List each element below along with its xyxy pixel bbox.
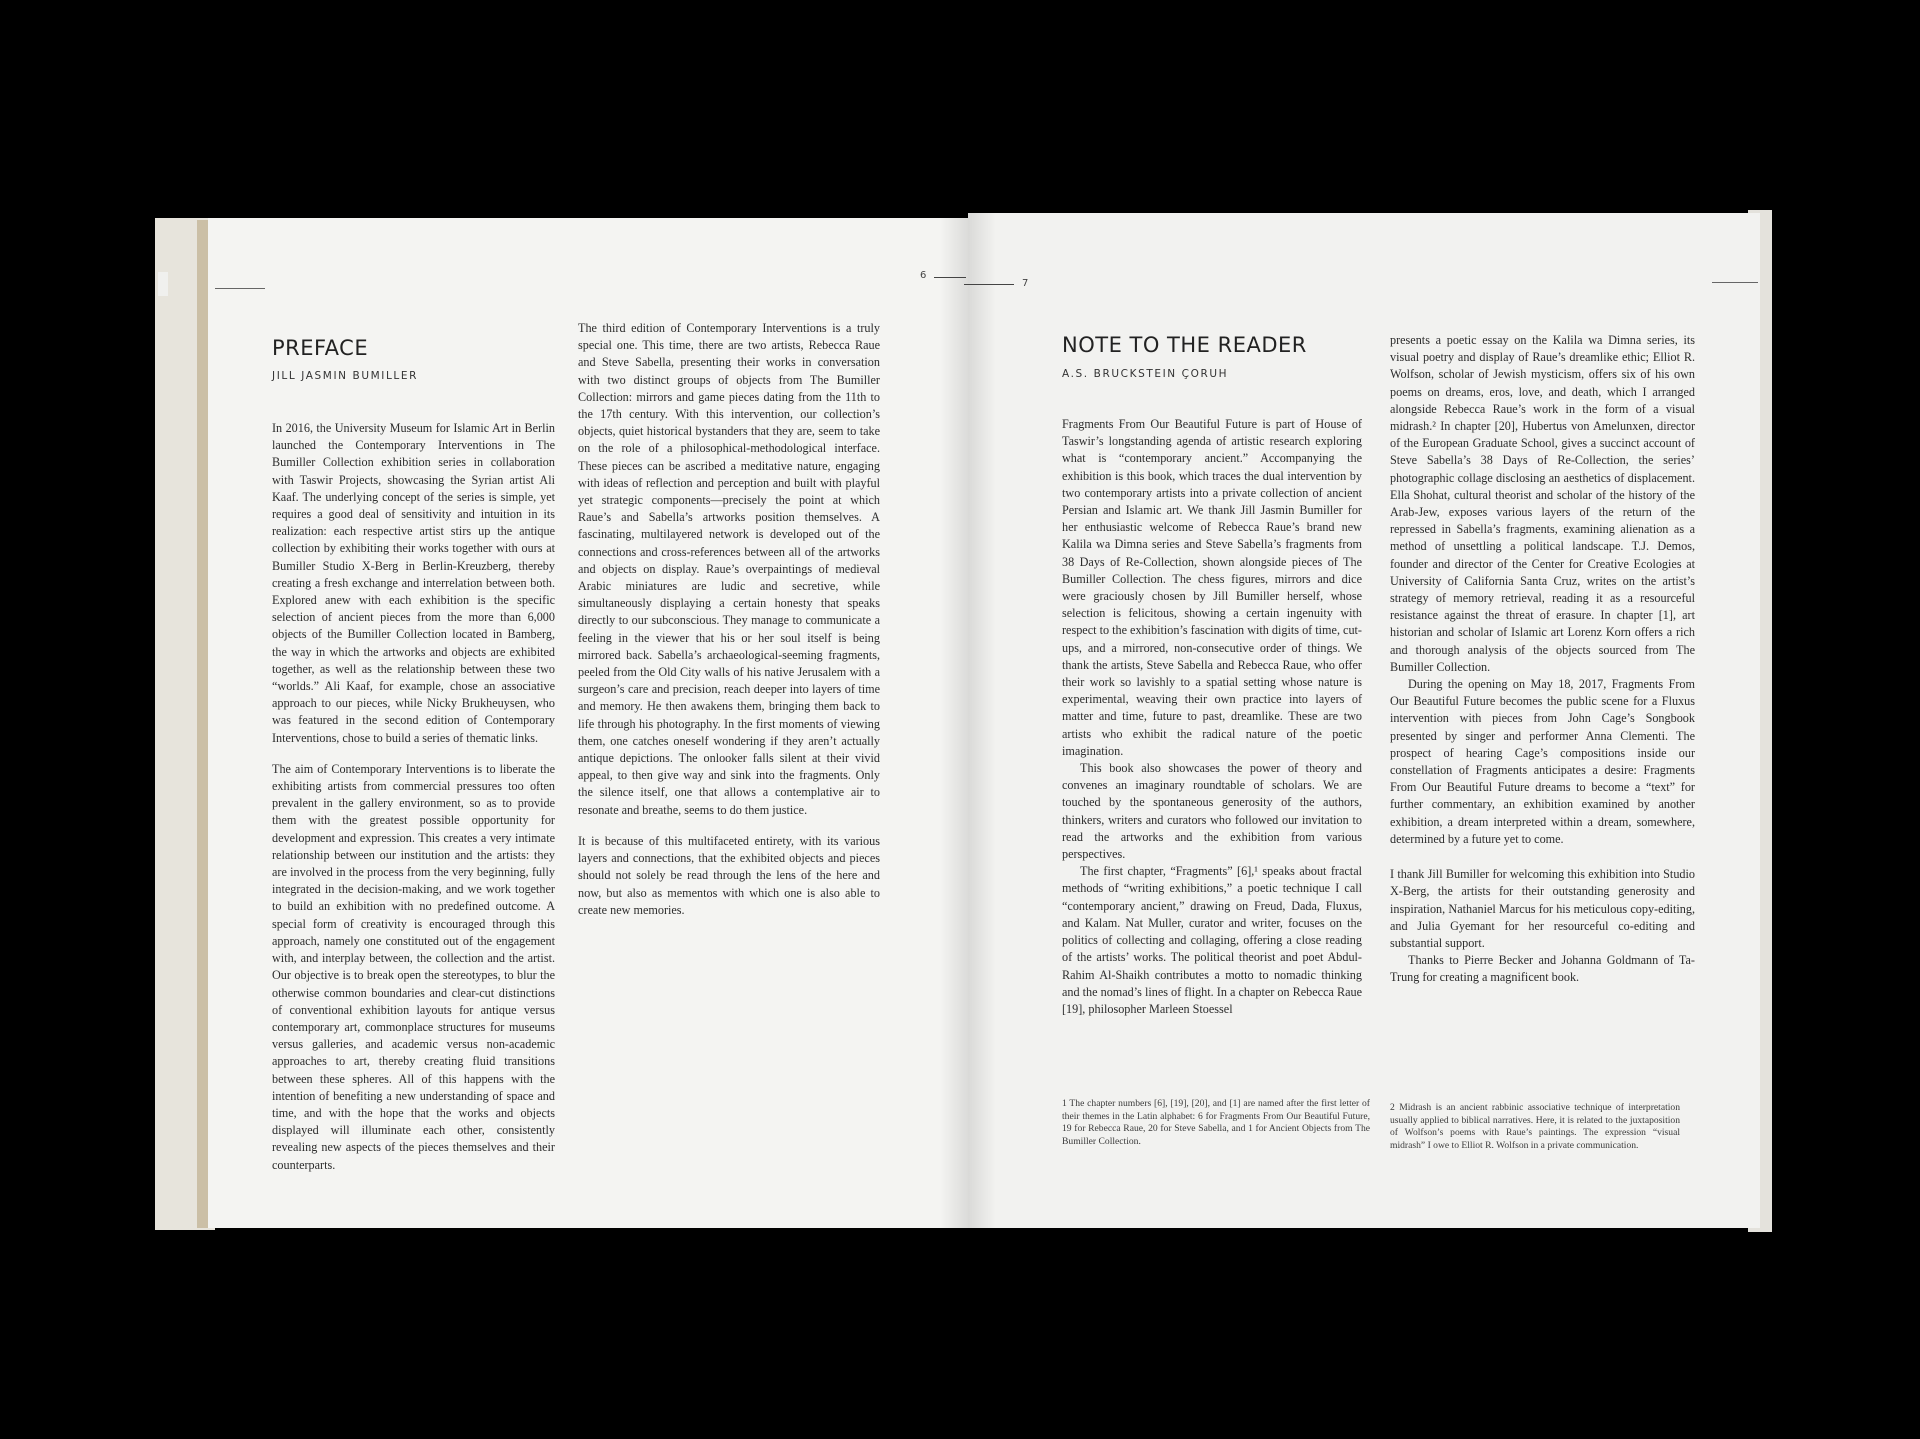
preface-paragraph-2: The aim of Contemporary Interventions is to liberate the exhibiting artists from commercial pressures too often prevalent in the gallery environment, so as to provide them with the greatest possible opportunity for development and expression. This creates a very intimate relationship between our institution and the artists: they are involved in the process from the very beginning, fully integrated in the decision-making, and we work together to build an exhibition with no predefined outcome. A special form of creativity is encouraged through this approach, namely one constituted out of the engagement with, and interplay between, the collection and the artist. Our objective is to break open the stereotypes, to blur the otherwise common boundaries and clear-cut distinctions of conventional exhibition layouts for antique versus contemporary art, commonplace structures for museums versus galleries, and academic versus non-academic approaches to art, thereby creating fluid transitions between these spheres. All of this happens with the intention of benefiting a new understanding of space and time, and with the hope that the works and objects displayed will illuminate each other, consistently revealing new aspects of the pieces themselves and their counterparts. [272,761,555,1172]
note-heading: NOTE TO THE READER [1062,333,1307,357]
preface-paragraph-4: It is because of this multifaceted entirety, with its various layers and connections, that the exhibited objects and pieces should not solely be read through the lens of the here and now, but also as mementos with which one is also able to create new memories. [578,833,880,917]
note-paragraph-4: presents a poetic essay on the Kalila wa Dimna series, its visual poetry and display of Raue’s dreamlike ethic; Elliot R. Wolfson, scholar of Jewish mysticism, offers six of his own poems on dreams, eros, love, and death, which I arranged alongside Rebecca Raue’s work in the form of a visual midrash.² In chapter [20], Hubertus von Amelunxen, director of the European Graduate School, gives a succinct account of Steve Sabella’s 38 Days of Re-Collection, the series’ photographic collage disclosing an aesthetics of displacement. Ella Shohat, cultural theorist and scholar of the history of the Arab-Jew, exposes various layers of the return of the repressed in Sabella’s fragments, examining alienation as a method of unsettling a political landscape. T.J. Demos, founder and director of the Center for Creative Ecologies at University of California Santa Cruz, writes on the artist’s strategy of memory retrieval, reading it as a resourceful resistance against the threat of erasure. In chapter [1], art historian and scholar of Islamic art Lorenz Korn offers a rich and thorough analysis of the objects sourced from The Bumiller Collection. [1390,333,1695,674]
folio-rule-left [934,277,966,278]
note-column-2 [1390,332,1695,987]
left-edge-marker [215,288,265,289]
preface-author: JILL JASMIN BUMILLER [272,370,419,382]
page-number-left: 6 [920,270,927,281]
note-paragraph-7: Thanks to Pierre Becker and Johanna Goldmann of Ta-Trung for creating a magnificent book. [1390,953,1695,985]
note-author: A.S. BRUCKSTEIN ÇORUH [1062,368,1229,380]
footnote-1: 1 The chapter numbers [6], [19], [20], and [1] are named after the first letter of their themes in the Latin alphabet: 6 for Fragments From Our Beautiful Future, 19 for Rebecca Raue, 20 for Steve Sabella, and 1 for Ancient Objects from The Bumiller Collection. [1062,1098,1370,1147]
note-column-1 [1062,416,1362,1018]
note-paragraph-2: This book also showcases the power of theory and convenes an imaginary roundtable of scholars. We are touched by the spontaneous generosity of the authors, thinkers, writers and curators who followed our invitation to read the artworks and the exhibition from various perspectives. [1062,761,1362,862]
note-paragraph-1: Fragments From Our Beautiful Future is part of House of Taswir’s longstanding agenda of artistic research exploring what is “contemporary ancient.” Accompanying the exhibition is this book, which traces the dual intervention by two contemporary artists into a private collection of ancient Persian and Islamic art. We thank Jill Jasmin Bumiller for her enthusiastic welcome of Rebecca Raue’s brand new Kalila wa Dimna series and Steve Sabella’s fragments from 38 Days of Re-Collection, shown alongside pieces of The Bumiller Collection. The chess figures, mirrors and dice were graciously chosen by Jill Bumiller herself, whose selection is felicitous, showing a certain ingenuity with respect to the exhibition’s fascination with digits of time, cut-ups, and a mirrored, non-consecutive order of things. We thank the artists, Steve Sabella and Rebecca Raue, who offer their work so lavishly to a spatial setting whose nature is experimental, weaving their own practice into layers of matter and time, future to past, dreamlike. These are two artists who exhibit the radical nature of the poetic imagination. [1062,417,1362,758]
book-spine [940,213,996,1228]
note-paragraph-5: During the opening on May 18, 2017, Fragments From Our Beautiful Future becomes the public scene for a Fluxus intervention with pieces from John Cage’s Songbook presented by singer and performer Anna Clementi. The prospect of hearing Cage’s compositions inside our constellation of Fragments anticipates a desire: Fragments From Our Beautiful Future dreams to become a “text” for further commentary, an exhibition examined by another exhibition, a dream interpreted within a dream, somewhere, determined by a future yet to come. [1390,677,1695,846]
right-edge-marker [1712,282,1758,283]
footnote-2: 2 Midrash is an ancient rabbinic associative technique of interpretation usually applied to biblical narratives. Here, it is related to the juxtaposition of Wolfson’s poems with Raue’s paintings. The expression “visual midrash” I owe to Elliot R. Wolfson in a private communication. [1390,1102,1680,1151]
note-paragraph-3: The first chapter, “Fragments” [6],¹ speaks about fractal methods of “writing exhibitions,” a poetic technique I call “contemporary ancient,” drawing on Freud, Dada, Fluxus, and Kalam. Nat Muller, curator and writer, focuses on the politics of collecting and collaging, offering a close reading of the artists’ works. The political theorist and poet Abdul-Rahim Al-Shaikh contributes a motto to nomadic thinking and the nomad’s lines of flight. In a chapter on Rebecca Raue [19], philosopher Marleen Stoessel [1062,864,1362,1016]
preface-paragraph-3: The third edition of Contemporary Interventions is a truly special one. This time, there are two artists, Rebecca Raue and Steve Sabella, presenting their works in conversation with two distinct groups of objects from The Bumiller Collection: mirrors and game pieces dating from the 11th to the 17th century. With this intervention, our collection’s objects, quiet historical bystanders that they are, seem to take on the role of a philosophical-methodological interface. These pieces can be ascribed a meditative nature, engaging with ideas of reflection and perception and built with playful yet strategic components—precisely the point at which Raue’s and Sabella’s artworks position themselves. A fascinating, multilayered network is developed out of the connections and cross-references between all of the artworks and objects on display. Raue’s overpaintings of medieval Arabic miniatures are ludic and secretive, while simultaneously displaying a certain honesty that speaks directly to our subconscious. They manage to communicate a feeling in the viewer that his or her soul itself is being mirrored back. Sabella’s archaeological-seeming fragments, peeled from the Old City walls of his native Jerusalem with a surgeon’s care and precision, reach deeper into layers of time and memory. He then awakens them, bringing them back to life through his photography. In the first moments of viewing them, one catches oneself wondering if they aren’t actually antique depictions. The onlooker falls silent at their vivid appeal, to then give way and sink into the fragments. Only the silence itself, one that allows a contemplative air to resonate and breathe, seems to do them justice. [578,321,880,817]
preface-paragraph-1: In 2016, the University Museum for Islamic Art in Berlin launched the Contemporary Interventions in The Bumiller Collection exhibition series in collaboration with Taswir Projects, showcasing the Syrian artist Ali Kaaf. The underlying concept of the series is simple, yet requires a good deal of sensitivity and intuition in its realization: each respective artist stirs up the antique collection by exhibiting their works together with ours at Bumiller Studio X-Berg in Berlin-Kreuzberg, thereby creating a fresh exchange and interrelation between both. Explored anew with each exhibition is the specific selection of ancient pieces from the more than 6,000 objects of the Bumiller Collection located in Bamberg, the way in which the artworks and objects are exhibited together, as well as the relationship between these two “worlds.” Ali Kaaf, for example, chose an associative approach to our pieces, while Nicky Brukheuysen, who was featured in the second edition of Contemporary Interventions, chose to build a series of thematic links. [272,421,555,745]
folio-rule-right [964,284,1014,285]
note-paragraph-6: I thank Jill Bumiller for welcoming this exhibition into Studio X-Berg, the artists for their outstanding generosity and inspiration, Nathaniel Marcus for his meticulous copy-editing, and Julia Gyemant for her resourceful co-editing and substantial support. [1390,867,1695,950]
left-edge-tab [158,272,168,296]
page-number-right: 7 [1022,278,1029,289]
preface-column-2 [578,320,880,933]
preface-heading: PREFACE [272,336,369,360]
preface-column-1 [272,420,555,1188]
